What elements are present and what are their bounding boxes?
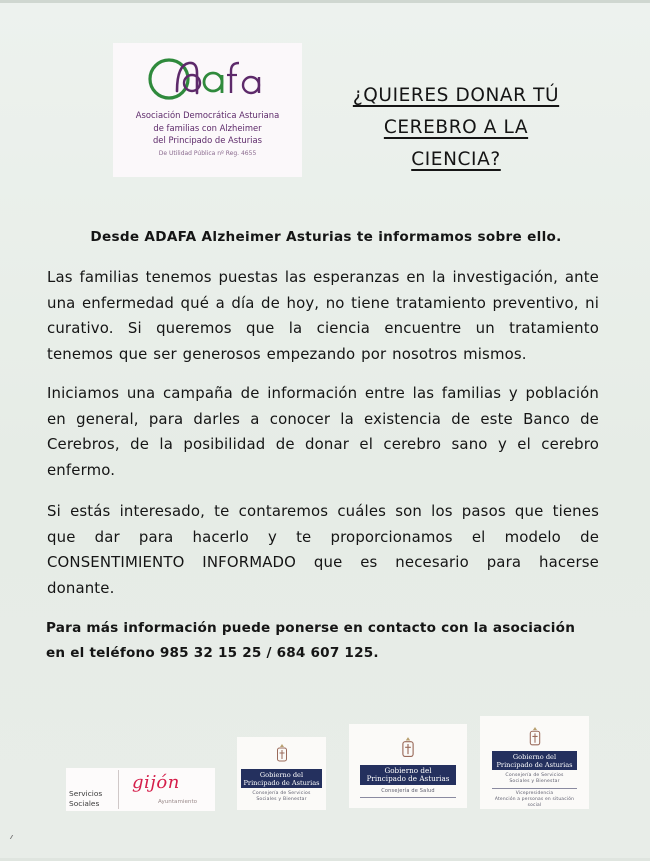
paragraph-3: Si estás interesado, te contaremos cuáles son los pasos que tienes que dar para hacerlo y te proporcionamos el modelo de CONSENTIMIENTO INFORMADO que es necesario para hacerse donante.	[47, 502, 599, 597]
ayuntamiento-label: Ayuntamiento	[158, 799, 198, 805]
logo-line-3: del Principado de Asturias	[152, 135, 262, 145]
gov1-line-1: Gobierno del	[259, 771, 304, 779]
gobierno-asturias-logo-2	[349, 724, 467, 808]
gov3-line-1: Gobierno del	[512, 753, 557, 761]
gov1-line-2: Principado de Asturias	[243, 779, 320, 787]
adafa-logo	[113, 43, 302, 177]
servicios-sociales-text	[69, 789, 102, 809]
adafa-logo-mark	[147, 49, 271, 107]
contact-info	[46, 616, 602, 666]
gobierno-asturias-logo-1	[237, 737, 326, 810]
servicios-line-2: Sociales	[69, 799, 100, 808]
gov2-line-1: Gobierno del	[384, 766, 432, 775]
title-line-1: ¿QUIERES DONAR TÚ	[352, 85, 560, 106]
logo-line-1: Asociación Democrática Asturiana	[135, 110, 280, 120]
gov1-sub-2: Sociales y Bienestar	[256, 797, 307, 802]
gijon-wordmark: gijón	[132, 772, 180, 793]
gobierno-asturias-logo-3	[480, 716, 589, 809]
gov1-department	[241, 791, 322, 803]
corner-mark	[10, 835, 17, 839]
gov-bar-1	[241, 769, 322, 788]
servicios-line-1: Servicios	[69, 789, 103, 798]
gov2-rule	[360, 797, 456, 798]
paragraph-2: Iniciamos una campaña de información entre las familias y población en general, para darles a conocer la existencia de este Banco de Cerebros, de la posibilidad de donar el cerebro sano y el cerebro enfermo.	[47, 384, 599, 479]
gijon-servicios-sociales-logo	[66, 768, 215, 811]
gov3-sub-4: Atención a personas en situación social	[494, 797, 575, 808]
coat-of-arms-icon	[527, 726, 542, 749]
top-edge	[0, 0, 650, 3]
adafa-logo-text	[117, 109, 298, 160]
gov3-rule	[492, 788, 577, 789]
gov3-sub-1: Consejería de Servicios	[505, 773, 564, 778]
gov-bar-3	[492, 751, 577, 770]
gov1-sub-1: Consejería de Servicios	[252, 791, 311, 796]
gov2-department: Consejería de Salud	[381, 788, 435, 794]
gov-bar-2	[360, 765, 456, 785]
page-title	[318, 80, 594, 176]
gov3-department	[492, 773, 577, 785]
contact-line-1: Para más información puede ponerse en contacto con la asociación	[46, 620, 576, 636]
gov3-sub-3: Vicepresidencia	[515, 791, 554, 796]
logo-line-2: de familias con Alzheimer	[153, 122, 262, 133]
title-line-2: CEREBRO A LA	[383, 117, 529, 138]
coat-of-arms-icon	[275, 743, 289, 765]
paragraph-1: Las familias tenemos puestas las esperanzas en la investigación, ante una enfermedad qué a día de hoy, no tiene tratamiento preventivo, ni curativo. Si queremos que la ciencia encuentre un tratamiento tenemos que ser generosos empezando por nosotros mismos.	[47, 268, 599, 363]
logo-divider	[118, 770, 119, 809]
gov3-sub-2: Sociales y Bienestar	[509, 779, 560, 784]
contact-phone: en el teléfono 985 32 15 25 / 684 607 125.	[46, 645, 379, 661]
coat-of-arms-icon	[400, 736, 416, 761]
gov2-line-2: Principado de Asturias	[366, 774, 450, 783]
logo-registry: De Utilidad Pública nº Reg. 4655	[158, 149, 257, 157]
gov3-vice	[492, 791, 577, 809]
gov3-line-2: Principado de Asturias	[496, 761, 573, 769]
title-line-3: CIENCIA?	[411, 149, 501, 170]
intro-heading: Desde ADAFA Alzheimer Asturias te informamos sobre ello.	[90, 229, 562, 245]
